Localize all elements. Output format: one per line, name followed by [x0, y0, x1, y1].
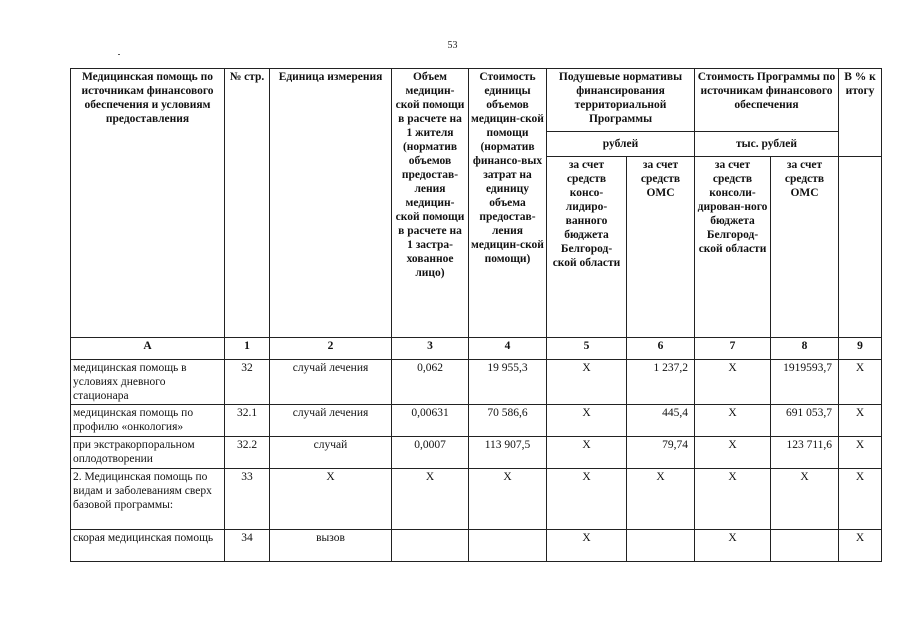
row-unit: случай лечения — [270, 405, 392, 437]
index-cell: 4 — [469, 338, 547, 360]
row-oms-norm: 445,4 — [627, 405, 695, 437]
row-volume: Х — [392, 469, 469, 530]
row-oms-cost: 1919593,7 — [771, 360, 839, 405]
row-unit: случай лечения — [270, 360, 392, 405]
index-row — [71, 338, 882, 360]
row-label: при экстракорпоральном оплодотворении — [71, 437, 225, 469]
row-unit: Х — [270, 469, 392, 530]
row-volume — [392, 530, 469, 562]
header-group-program-cost: Стоимость Программы по источникам финансового обеспечения — [695, 69, 839, 132]
row-unit-cost: 113 907,5 — [469, 437, 547, 469]
header-col-1: № стр. — [225, 69, 270, 338]
row-number: 32 — [225, 360, 270, 405]
table-row — [71, 360, 882, 405]
row-unit: вызов — [270, 530, 392, 562]
index-cell: 1 — [225, 338, 270, 360]
header-col-4: Стоимость единицы объемов медицин-ской помощи (норматив финансо-вых затрат на единицу объема предостав-ления медицин-ской помощи) — [469, 69, 547, 338]
row-volume: 0,00631 — [392, 405, 469, 437]
row-percent: Х — [839, 530, 882, 562]
index-cell: 6 — [627, 338, 695, 360]
row-percent: Х — [839, 437, 882, 469]
row-budget-norm: Х — [547, 405, 627, 437]
row-unit-cost: Х — [469, 469, 547, 530]
row-budget-norm: Х — [547, 530, 627, 562]
row-percent: Х — [839, 405, 882, 437]
row-number: 32.2 — [225, 437, 270, 469]
header-col-5: за счет средств консо-лидиро-ванного бюджета Белгород-ской области — [547, 157, 627, 338]
row-oms-cost: 123 711,6 — [771, 437, 839, 469]
header-unit-rubles: рублей — [547, 132, 695, 157]
row-percent: Х — [839, 360, 882, 405]
row-budget-cost: Х — [695, 360, 771, 405]
row-unit-cost — [469, 530, 547, 562]
index-cell: 8 — [771, 338, 839, 360]
index-cell: 5 — [547, 338, 627, 360]
header-col-3: Объем медицин-ской помощи в расчете на 1 жителя (норматив объемов предостав-ления медицин-ской помощи в расчете на 1 застра-хованное лицо) — [392, 69, 469, 338]
row-budget-cost: Х — [695, 437, 771, 469]
row-oms-cost: 691 053,7 — [771, 405, 839, 437]
row-volume: 0,062 — [392, 360, 469, 405]
row-budget-norm: Х — [547, 469, 627, 530]
row-budget-norm: Х — [547, 360, 627, 405]
index-cell: 3 — [392, 338, 469, 360]
row-oms-norm — [627, 530, 695, 562]
row-volume: 0,0007 — [392, 437, 469, 469]
row-unit: случай — [270, 437, 392, 469]
header-unit-thousand-rubles: тыс. рублей — [695, 132, 839, 157]
row-oms-norm: Х — [627, 469, 695, 530]
table-row — [71, 530, 882, 562]
header-row-1 — [71, 69, 882, 132]
index-cell: 2 — [270, 338, 392, 360]
row-oms-cost — [771, 530, 839, 562]
header-col-7: за счет средств консоли-дирован-ного бюджета Белгород-ской области — [695, 157, 771, 338]
row-unit-cost: 70 586,6 — [469, 405, 547, 437]
row-budget-cost: Х — [695, 405, 771, 437]
row-budget-norm: Х — [547, 437, 627, 469]
header-col-9: В % к итогу — [839, 69, 882, 157]
header-col-6: за счет средств ОМС — [627, 157, 695, 338]
row-oms-norm: 1 237,2 — [627, 360, 695, 405]
program-cost-table — [70, 68, 882, 562]
header-col-8: за счет средств ОМС — [771, 157, 839, 338]
header-col-9-empty — [839, 157, 882, 338]
row-budget-cost: Х — [695, 469, 771, 530]
table-row — [71, 437, 882, 469]
row-number: 34 — [225, 530, 270, 562]
row-oms-norm: 79,74 — [627, 437, 695, 469]
index-cell: А — [71, 338, 225, 360]
header-group-per-capita: Подушевые нормативы финансирования территориальной Программы — [547, 69, 695, 132]
index-cell: 7 — [695, 338, 771, 360]
table-row — [71, 469, 882, 530]
row-number: 32.1 — [225, 405, 270, 437]
row-oms-cost: Х — [771, 469, 839, 530]
row-label: скорая медицинская помощь — [71, 530, 225, 562]
row-budget-cost: Х — [695, 530, 771, 562]
row-label: медицинская помощь в условиях дневного стационара — [71, 360, 225, 405]
scan-speck — [118, 54, 120, 55]
index-cell: 9 — [839, 338, 882, 360]
row-number: 33 — [225, 469, 270, 530]
row-label: 2. Медицинская помощь по видам и заболеваниям сверх базовой программы: — [71, 469, 225, 530]
row-label: медицинская помощь по профилю «онкология» — [71, 405, 225, 437]
page-number: 53 — [447, 40, 458, 51]
row-unit-cost: 19 955,3 — [469, 360, 547, 405]
row-percent: Х — [839, 469, 882, 530]
header-col-2: Единица измерения — [270, 69, 392, 338]
header-col-a: Медицинская помощь по источникам финансового обеспечения и условиям предоставления — [71, 69, 225, 338]
table-row — [71, 405, 882, 437]
